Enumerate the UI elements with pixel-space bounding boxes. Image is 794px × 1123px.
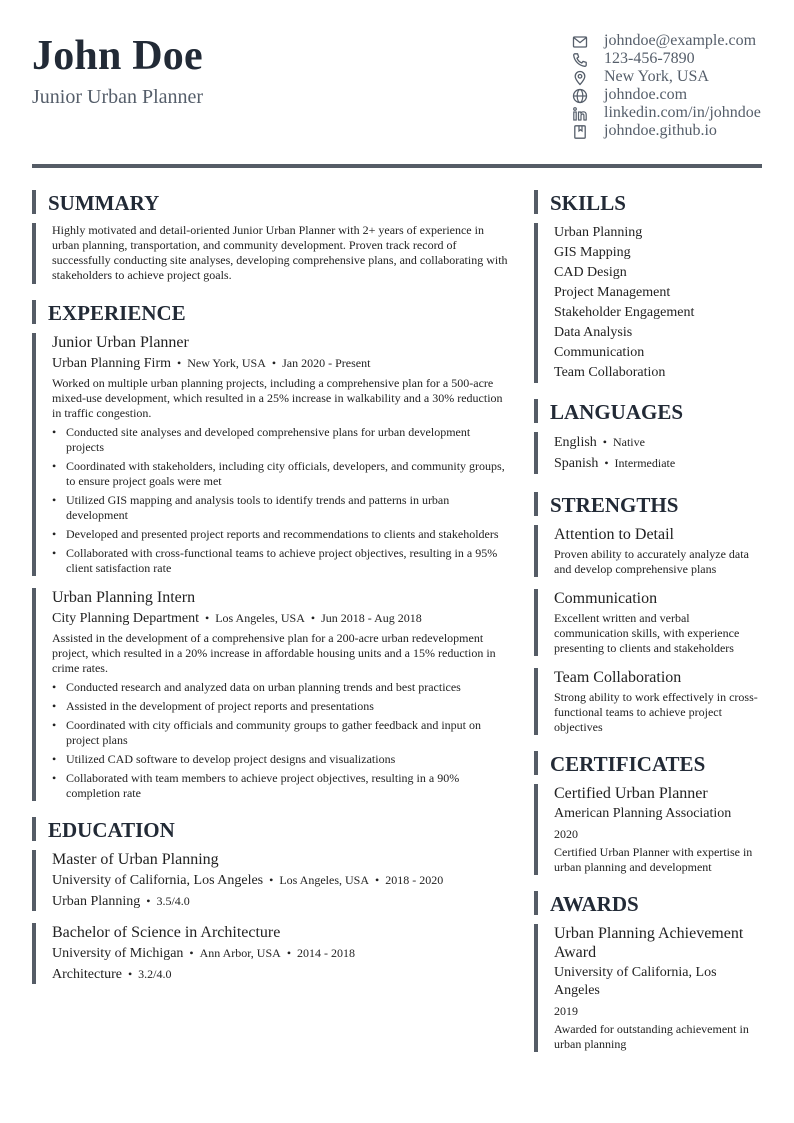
contact-linkedin-text: linkedin.com/in/johndoe [604, 104, 761, 121]
separator-dot: • [146, 894, 151, 908]
strength-text: Strong ability to work effectively in cross-functional teams to achieve project objectives [554, 690, 758, 734]
separator-dot: • [286, 946, 292, 960]
left-column [32, 190, 508, 984]
school-location: Ann Arbor, USA [199, 946, 281, 960]
experience-heading: EXPERIENCE [32, 300, 508, 324]
summary-heading: SUMMARY [32, 190, 508, 214]
bullet-dot: • [52, 459, 57, 473]
certificates-heading: CERTIFICATES [534, 751, 762, 775]
award-text: Awarded for outstanding achievement in urban planning [554, 1022, 749, 1051]
skill-item: Urban Planning [554, 225, 643, 240]
bookmark-icon [572, 124, 588, 140]
bullet-dot: • [52, 699, 57, 713]
field-of-study: Architecture [52, 967, 122, 982]
education-item [32, 923, 508, 984]
certificate-text: Certified Urban Planner with expertise in urban planning and development [554, 845, 753, 874]
award-item [534, 924, 762, 1052]
school-dates: 2014 - 2018 [297, 946, 356, 960]
linkedin-icon [572, 106, 588, 122]
skill-item: Project Management [554, 285, 671, 300]
field-meta [52, 892, 508, 911]
certificate-issuer: American Planning Association [554, 806, 732, 821]
job-company: Urban Planning Firm [52, 356, 171, 371]
skill-item: GIS Mapping [554, 245, 631, 260]
mail-icon [572, 34, 588, 50]
list-item [52, 718, 508, 748]
separator-dot: • [177, 356, 182, 370]
job-bullets [52, 680, 508, 801]
separator-dot: • [189, 946, 194, 960]
field-of-study: Urban Planning [52, 894, 141, 909]
job-company: City Planning Department [52, 611, 199, 626]
list-item [52, 546, 508, 576]
experience-item [32, 333, 508, 576]
school-name: University of Michigan [52, 946, 184, 961]
job-meta [52, 354, 508, 373]
bullet-dot: • [52, 546, 57, 560]
certificate-item [534, 784, 762, 875]
contact-website-text: johndoe.com [604, 86, 688, 103]
school-location: Los Angeles, USA [279, 873, 370, 887]
bullet-text: Assisted in the development of project reports and presentations [66, 699, 374, 713]
skills-heading: SKILLS [534, 190, 762, 214]
contact-email-text: johndoe@example.com [604, 32, 757, 49]
strength-text: Excellent written and verbal communication skills, with experience presenting to clients and stakeholders [554, 611, 740, 655]
bullet-text: Developed and presented project reports and recommendations to clients and stakeholders [66, 527, 499, 541]
bullet-text: Conducted site analyses and developed comprehensive plans for urban development projects [66, 425, 471, 454]
phone-icon [572, 52, 588, 68]
skill-item: Team Collaboration [554, 365, 666, 380]
list-item [52, 771, 508, 801]
separator-dot: • [310, 611, 316, 625]
job-dates: Jun 2018 - Aug 2018 [321, 611, 422, 625]
job-meta [52, 609, 508, 628]
job-description: Assisted in the development of a comprehensive plan for a 200-acre urban redevelopment project, which resulted in a 20% increase in affordable housing units and a 15% reduction in crime rates. [52, 631, 496, 675]
strength-title: Communication [554, 590, 658, 607]
bullet-dot: • [52, 425, 57, 439]
award-issuer: University of California, Los Angeles [554, 965, 717, 998]
separator-dot: • [602, 435, 607, 449]
language-level: Native [612, 435, 645, 449]
bullet-text: Utilized CAD software to develop project designs and visualizations [66, 752, 396, 766]
certificate-title: Certified Urban Planner [554, 785, 708, 802]
globe-icon [572, 88, 588, 104]
resume-header [32, 30, 762, 150]
bullet-text: Coordinated with stakeholders, including city officials, developers, and community groups, to ensure project goals were met [66, 459, 505, 488]
education-heading: EDUCATION [32, 817, 508, 841]
language-name: English [554, 435, 597, 450]
job-location: Los Angeles, USA [215, 611, 305, 625]
separator-dot: • [204, 611, 210, 625]
bullet-dot: • [52, 680, 57, 694]
skill-item: Stakeholder Engagement [554, 305, 695, 320]
degree-title: Master of Urban Planning [52, 851, 219, 868]
separator-dot: • [271, 356, 277, 370]
job-title: Junior Urban Planner [52, 334, 189, 351]
list-item [52, 752, 508, 767]
separator-dot: • [127, 967, 133, 981]
skill-item: Data Analysis [554, 325, 633, 340]
languages-heading: LANGUAGES [534, 399, 762, 423]
bullet-text: Conducted research and analyzed data on urban planning trends and best practices [66, 680, 461, 694]
bullet-dot: • [52, 493, 57, 507]
degree-title: Bachelor of Science in Architecture [52, 924, 281, 941]
job-title: Urban Planning Intern [52, 589, 196, 606]
bullet-text: Utilized GIS mapping and analysis tools to identify trends and patterns in urban development [66, 493, 450, 522]
awards-heading: AWARDS [534, 891, 762, 915]
strength-title: Attention to Detail [554, 526, 674, 543]
school-dates: 2018 - 2020 [385, 873, 444, 887]
gpa: 3.2/4.0 [138, 967, 172, 981]
education-item [32, 850, 508, 911]
skills-section [534, 223, 762, 383]
skill-item: Communication [554, 345, 645, 360]
bullet-text: Coordinated with city officials and community groups to gather feedback and input on project plans [66, 718, 482, 747]
job-dates: Jan 2020 - Present [282, 356, 371, 370]
contact-location-text: New York, USA [604, 68, 709, 85]
strength-text: Proven ability to accurately analyze data and develop comprehensive plans [554, 547, 749, 576]
school-meta [52, 871, 508, 890]
school-name: University of California, Los Angeles [52, 873, 264, 888]
job-location: New York, USA [187, 356, 266, 370]
language-name: Spanish [554, 456, 599, 471]
summary-text: Highly motivated and detail-oriented Junior Urban Planner with 2+ years of experience in urban planning, transportation, and community development. Proven track record of successfully conducting site analyses, developing comprehensive plans, and collaborating with stakeholders to achieve project goals. [52, 223, 508, 282]
separator-dot: • [375, 873, 380, 887]
languages-section [534, 432, 762, 474]
bullet-dot: • [52, 752, 57, 766]
award-year: 2019 [554, 1004, 578, 1018]
strength-item [534, 668, 762, 735]
strengths-heading: STRENGTHS [534, 492, 762, 516]
language-item [554, 453, 762, 474]
list-item [52, 680, 508, 695]
header-divider [32, 164, 762, 168]
school-meta [52, 944, 508, 963]
certificate-year: 2020 [554, 827, 578, 841]
language-item [554, 432, 762, 453]
bullet-dot: • [52, 771, 57, 785]
contact-github-text: johndoe.github.io [604, 122, 717, 139]
bullet-dot: • [52, 718, 57, 732]
job-bullets [52, 425, 508, 576]
candidate-name: John Doe [32, 33, 203, 79]
strength-title: Team Collaboration [554, 669, 682, 686]
gpa: 3.5/4.0 [156, 894, 190, 908]
list-item [52, 425, 508, 455]
job-description: Worked on multiple urban planning projects, including a comprehensive plan for a 500-acre mixed-use development, which resulted in a 25% increase in walkability and a 30% reduction in traffic congestion. [52, 376, 503, 420]
bullet-text: Collaborated with cross-functional teams to achieve project objectives, resulting in a 95% client satisfaction rate [66, 546, 498, 575]
skill-item: CAD Design [554, 265, 627, 280]
list-item [52, 699, 508, 714]
award-title: Urban Planning Achievement Award [554, 925, 744, 961]
contact-phone-text: 123-456-7890 [604, 50, 695, 67]
strength-item [534, 589, 762, 656]
list-item [52, 493, 508, 523]
bullet-dot: • [52, 527, 57, 541]
experience-item [32, 588, 508, 801]
separator-dot: • [269, 873, 274, 887]
bullet-text: Collaborated with team members to achieve project objectives, resulting in a 90% completion rate [66, 771, 460, 800]
strength-item [534, 525, 762, 577]
language-level: Intermediate [614, 456, 676, 470]
list-item [52, 459, 508, 489]
field-meta [52, 965, 508, 984]
separator-dot: • [604, 456, 609, 470]
right-column [534, 190, 762, 1052]
list-item [52, 527, 508, 542]
location-pin-icon [572, 70, 588, 86]
summary-section [32, 223, 508, 284]
candidate-role: Junior Urban Planner [32, 86, 204, 108]
